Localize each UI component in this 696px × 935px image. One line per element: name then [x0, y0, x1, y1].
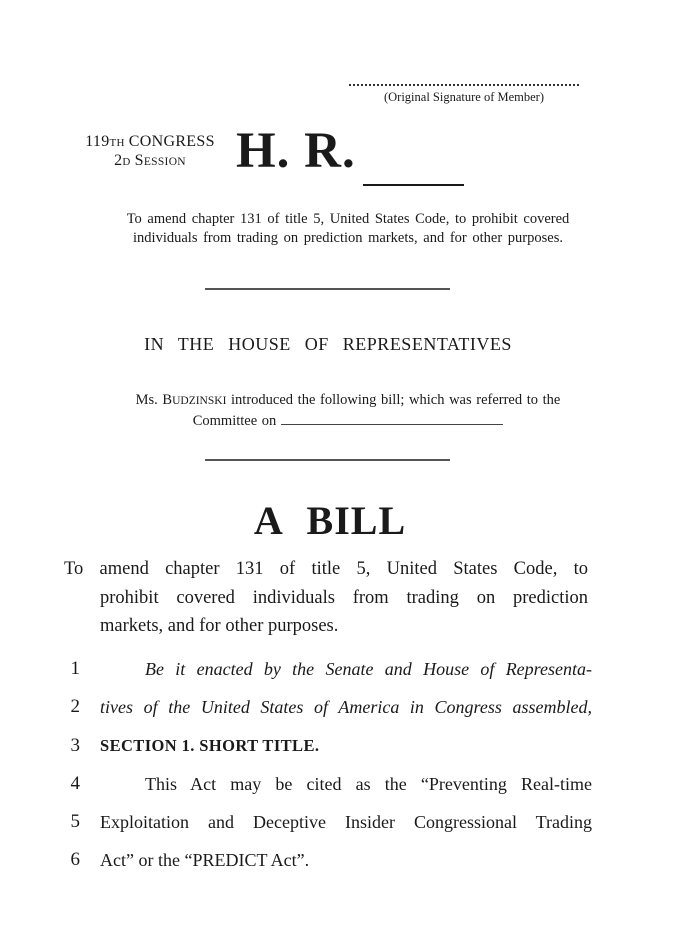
official-title-summary: [58, 210, 638, 248]
line-number: 3: [70, 734, 80, 756]
body-line: [0, 765, 696, 803]
body-line: [0, 688, 696, 726]
long-title-line: To amend chapter 131 of title 5, United States Code, to: [64, 559, 588, 579]
body-line: [0, 803, 696, 841]
committee-blank-line: [281, 413, 503, 425]
line-text: Be it enacted by the Senate and House of Representa-: [145, 659, 592, 679]
signature-dotted-line: [349, 76, 579, 86]
signature-label: (Original Signature of Member): [383, 90, 545, 104]
congress-number: 119: [85, 133, 110, 150]
official-title-summary-line: To amend chapter 131 of title 5, United States Code, to prohibit covered: [126, 211, 570, 227]
bill-body: [0, 650, 696, 880]
bill-number-blank-line: [363, 184, 464, 186]
line-number: 1: [70, 658, 80, 679]
congress-session-block: [66, 133, 234, 171]
session-ordinal: D: [122, 156, 131, 168]
introduction-line-rest: introduced the following bill; which was referred to the: [226, 392, 561, 408]
chamber-heading: IN THE HOUSE OF REPRESENTATIVES: [144, 334, 512, 354]
signature-block: [349, 76, 579, 105]
long-title: [64, 555, 588, 641]
line-text: tives of the United States of America in Congress assembled,: [100, 697, 592, 718]
session-line: [66, 152, 234, 171]
long-title-line: prohibit covered individuals from trading on prediction: [100, 587, 588, 608]
long-title-line: markets, and for other purposes.: [100, 616, 339, 637]
bill-number-heading: H. R.: [236, 123, 356, 179]
body-line: [0, 841, 696, 879]
bill-heading: A BILL: [253, 498, 407, 543]
line-text: Exploitation and Deceptive Insider Congressional Trading: [100, 812, 592, 833]
line-number: 4: [70, 772, 80, 794]
introduction-line: [58, 390, 638, 411]
horizontal-rule-top: [205, 288, 450, 290]
session-number: 2: [114, 152, 123, 169]
introduction-paragraph: [58, 390, 638, 431]
line-number: 5: [70, 811, 80, 833]
committee-label: Committee on: [192, 413, 277, 429]
congress-line: [66, 133, 234, 152]
line-text: This Act may be cited as the “Preventing Real-time: [145, 773, 592, 794]
sponsor-name: UDZINSKI: [172, 395, 227, 407]
session-word-initial: S: [134, 152, 144, 169]
sponsor-prefix: Ms. B: [135, 392, 173, 408]
line-number: 6: [70, 849, 80, 871]
congress-word: CONGRESS: [128, 133, 215, 150]
section-heading-text: SECTION 1. SHORT TITLE.: [100, 735, 320, 755]
committee-line: [58, 411, 638, 431]
line-text: Act” or the “PREDICT Act”.: [100, 850, 310, 871]
congress-ordinal: TH: [109, 137, 125, 149]
body-line: [0, 727, 696, 765]
official-title-summary-line: individuals from trading on prediction markets, and for other purposes.: [133, 230, 563, 246]
horizontal-rule-middle: [205, 459, 450, 461]
line-number: 2: [70, 696, 80, 718]
session-word-rest: ESSION: [143, 156, 186, 168]
body-line: [0, 650, 696, 688]
